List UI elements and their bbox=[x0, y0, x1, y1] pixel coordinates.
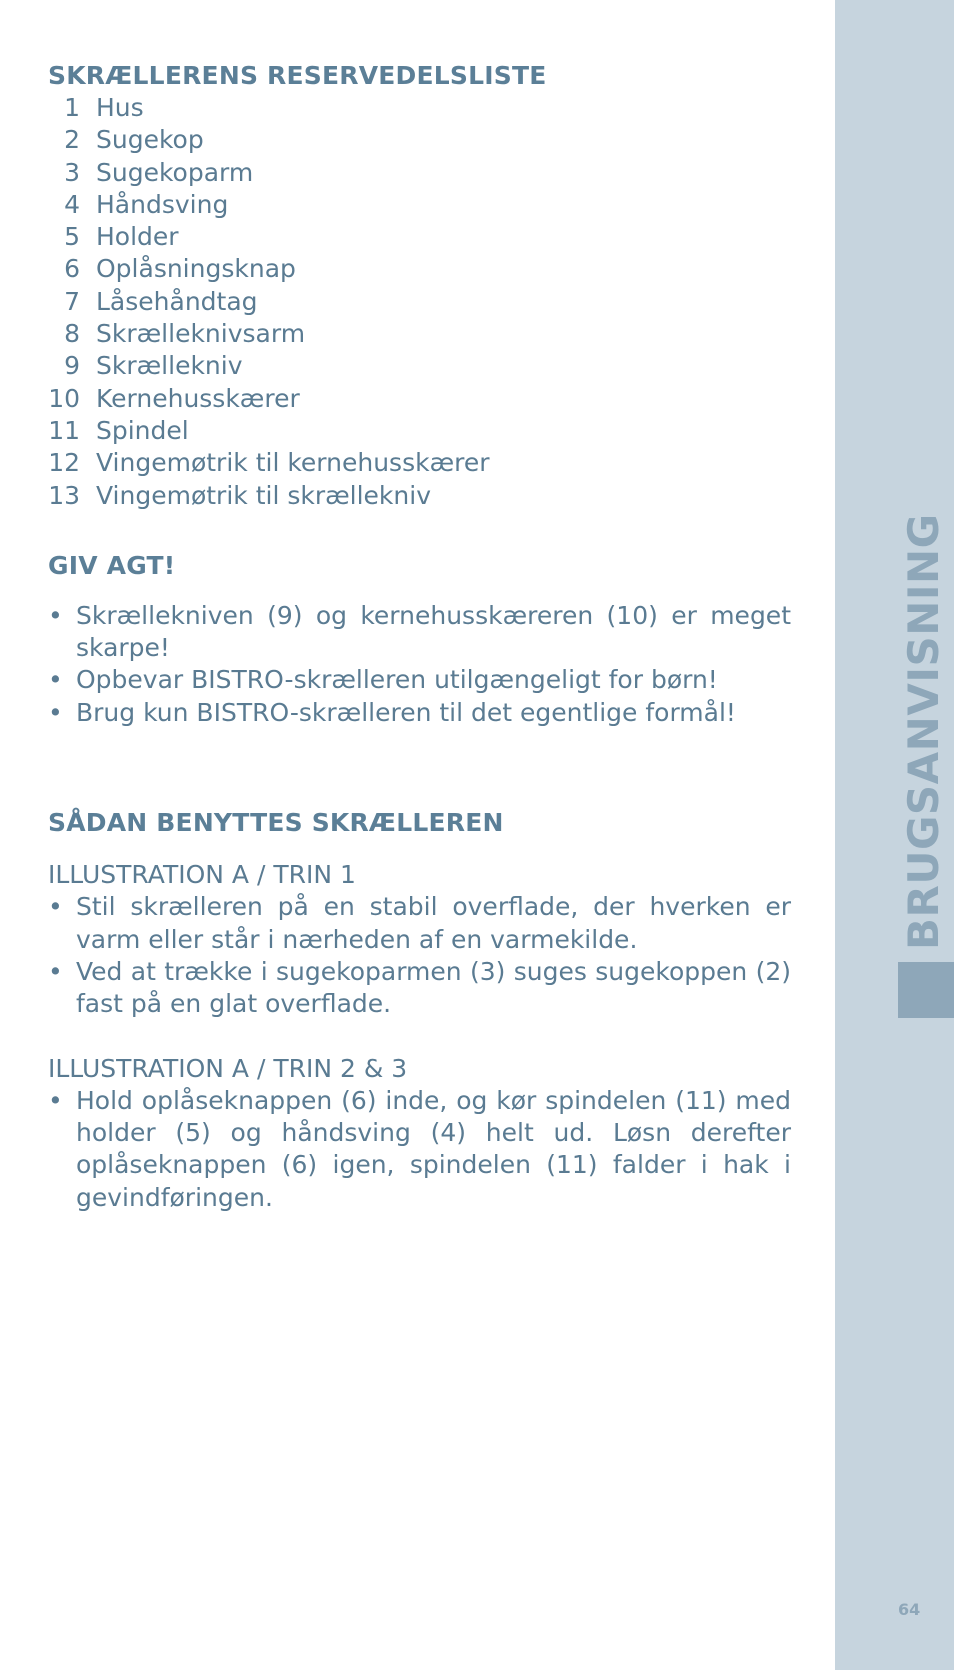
item-number: 7 bbox=[64, 286, 80, 316]
list-item bbox=[48, 383, 791, 415]
item-number: 8 bbox=[64, 319, 80, 349]
item-number: 4 bbox=[64, 189, 80, 219]
list-item bbox=[48, 92, 791, 124]
item-number: 10 bbox=[48, 383, 80, 413]
list-item: • Stil skrælleren på en stabil overflade, der hverken er varm eller står i nærheden af en varmekilde. bbox=[48, 891, 791, 956]
list-item bbox=[48, 447, 791, 479]
item-number: 12 bbox=[48, 448, 80, 478]
list-item: • Opbevar BISTRO-skrælleren utilgængeligt for børn! bbox=[48, 664, 791, 696]
list-item bbox=[48, 480, 791, 512]
item-label: Sugekop bbox=[96, 125, 204, 155]
list-item: • Skrællekniven (9) og kernehusskæreren (10) er meget skarpe! bbox=[48, 600, 791, 665]
list-item bbox=[48, 157, 791, 189]
item-label: Vingemøtrik til skrællekniv bbox=[96, 480, 431, 510]
item-label: Skrælleknivsarm bbox=[96, 319, 306, 349]
list-item bbox=[48, 286, 791, 318]
usage-heading: SÅDAN BENYTTES SKRÆLLEREN bbox=[48, 808, 504, 838]
list-item bbox=[48, 415, 791, 447]
warning-list bbox=[48, 600, 791, 729]
list-item bbox=[48, 350, 791, 382]
list-item bbox=[48, 318, 791, 350]
item-number: 6 bbox=[64, 254, 80, 284]
sidebar-accent-block bbox=[898, 962, 954, 1018]
parts-list bbox=[48, 92, 791, 512]
list-item bbox=[48, 221, 791, 253]
item-number: 2 bbox=[64, 125, 80, 155]
item-number: 13 bbox=[48, 480, 80, 510]
item-label: Håndsving bbox=[96, 189, 229, 219]
page-content bbox=[48, 60, 791, 1214]
item-label: Vingemøtrik til kernehusskærer bbox=[96, 448, 490, 478]
item-label: Skrællekniv bbox=[96, 351, 243, 381]
item-number: 9 bbox=[64, 351, 80, 381]
list-item: • Brug kun BISTRO-skrælleren til det egentlige formål! bbox=[48, 697, 791, 729]
list-item bbox=[48, 253, 791, 285]
list-item bbox=[48, 189, 791, 221]
list-item bbox=[48, 124, 791, 156]
item-label: Låsehåndtag bbox=[96, 286, 258, 316]
step2-title: ILLUSTRATION A / TRIN 2 & 3 bbox=[48, 1053, 408, 1083]
list-item: • Hold oplåseknappen (6) inde, og kør spindelen (11) med holder (5) og håndsving (4) helt ud. Løsn derefter oplåseknappen (6) igen, spindelen (11) falder i hak i gevindføringen. bbox=[48, 1085, 791, 1214]
step1-list bbox=[48, 891, 791, 1020]
sidebar-title: BRUGSANVISNING bbox=[899, 513, 948, 950]
item-label: Hus bbox=[96, 93, 144, 122]
item-label: Holder bbox=[96, 222, 179, 252]
item-label: Oplåsningsknap bbox=[96, 254, 296, 284]
list-item: • Ved at trække i sugekoparmen (3) suges sugekoppen (2) fast på en glat overflade. bbox=[48, 956, 791, 1021]
item-label: Sugekoparm bbox=[96, 157, 254, 187]
item-number: 3 bbox=[64, 157, 80, 187]
item-number: 11 bbox=[48, 415, 80, 445]
page-number: 64 bbox=[898, 1600, 921, 1619]
parts-list-heading: SKRÆLLERENS RESERVEDELSLISTE bbox=[48, 61, 547, 90]
item-number: 5 bbox=[64, 222, 80, 252]
item-number: 1 bbox=[64, 93, 80, 122]
step1-title: ILLUSTRATION A / TRIN 1 bbox=[48, 860, 356, 890]
warning-heading: GIV AGT! bbox=[48, 550, 176, 580]
step2-list bbox=[48, 1085, 791, 1214]
item-label: Kernehusskærer bbox=[96, 383, 300, 413]
item-label: Spindel bbox=[96, 415, 189, 445]
